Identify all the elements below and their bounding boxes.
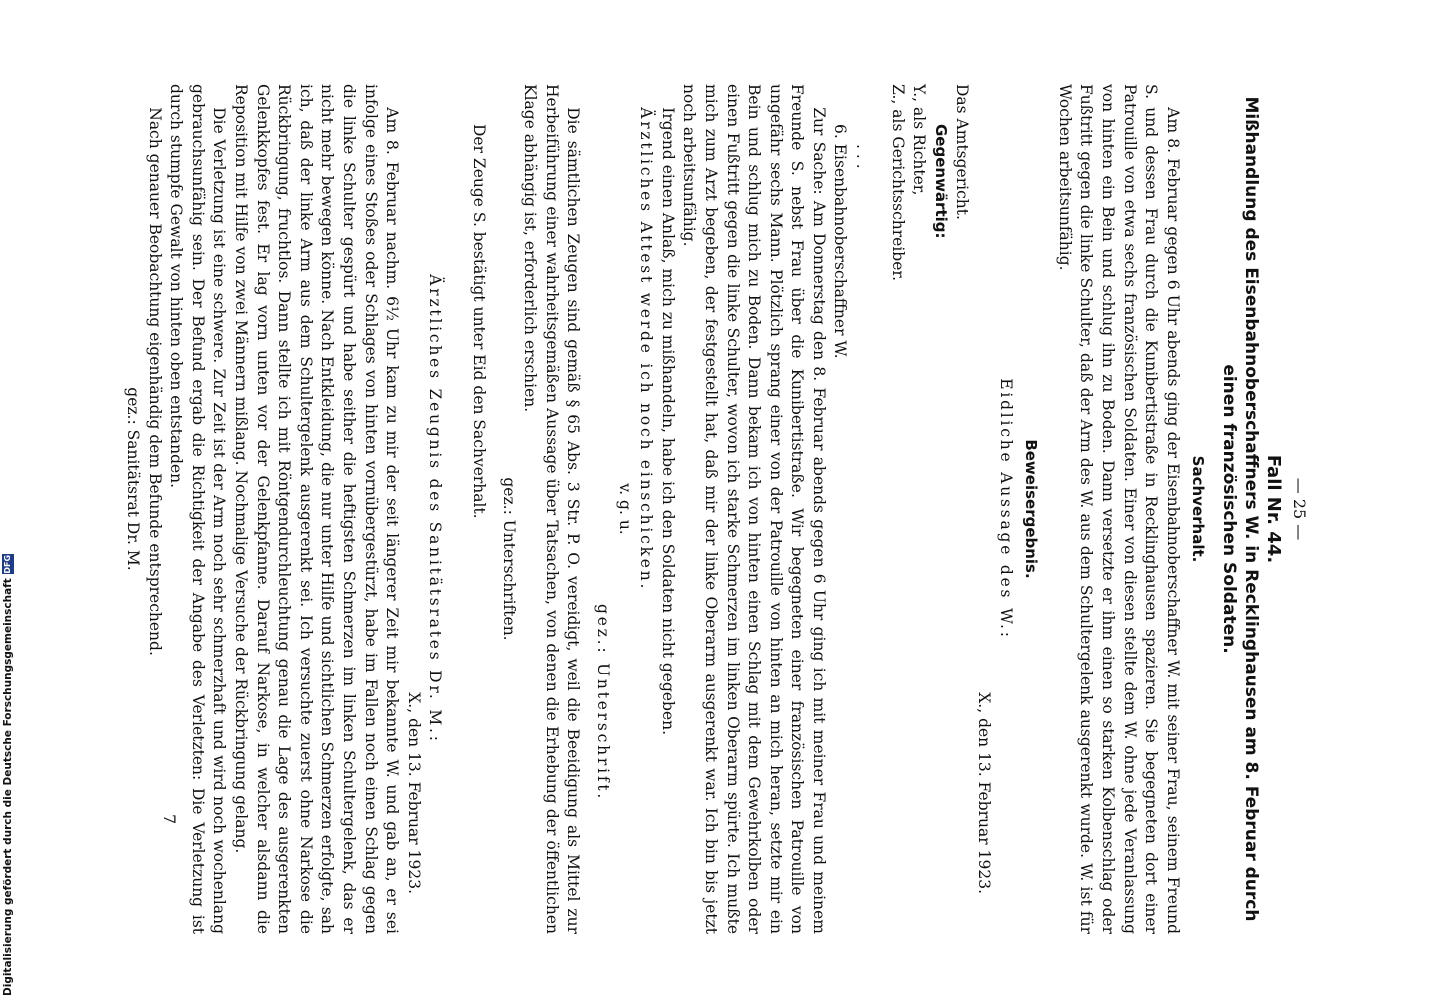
zeugnis-heading: Ärztliches Zeugnis des Sanitätsrates Dr. M.:	[426, 274, 445, 744]
zeugnis-paragraph-1: Am 8. Februar nachm. 6½ Uhr kam zu mir der seit längerer Zeit mir bekannte W. und gab an, er sei infolge eines Stoßes oder Schlages von hinten vornübergestürzt, habe im Fallen noch einen Schlag gegen die linke Schulter gespürt und habe seither die heftigsten Schmerzen im linken Schultergelenk, das er nicht mehr bewegen könne. Nach Entkleidung, die nur unter Hilfe und sichtlichen Schmerzen erfolgte, sah ich, daß der linke Arm aus dem Schultergelenk ausgerenkt sei. Ich versuchte zuerst ohne Narkose die Rückbringung, fruchtlos. Dann stellte ich mit Röntgendurchleuchtung genau die Lage des ausgerenkten Gelenkkopfes fest. Er lag vorn unten vor der Gelenkpfanne. Darauf Narkose, in welcher alsdann die Reposition mit Hilfe von zwei Männern mißlang. Nochmalige Versuche der Rückbringung gelang.	[232, 84, 402, 934]
witness-statement-3: Ärztliches Attest werde ich noch einschicken.	[637, 107, 656, 592]
zeugnis-paragraph-3: Nach genauer Beobachtung eigenhändig dem Befunde entsprechend.	[145, 107, 164, 656]
section-heading-sachverhalt: Sachverhalt.	[1189, 455, 1208, 563]
vgu-mark: v. g. u.	[615, 483, 634, 535]
ellipsis: . . .	[853, 144, 872, 169]
dfg-logo-icon: DFG	[3, 554, 12, 574]
scanned-page	[80, 84, 1310, 934]
beweis-subheading: Eidliche Aussage des W.:	[996, 378, 1015, 640]
witness-number: 6. Eisenbahnoberschaffner W.	[831, 124, 850, 359]
judge-line: Y., als Richter,	[910, 84, 929, 196]
witness-statement: Zur Sache: Am Donnerstag den 8. Februar abends gegen 6 Uhr ging ich mit meiner Frau und meinem Freunde S. nebst Frau über die Kunibertistraße. Wir begegneten einer französischen Patrouille von ungefähr sechs Mann. Plötzlich sprang einer von der Patrouille von hinten an mich heran, setzte mir ein Bein und schlug mich zu Boden. Dann bekam ich von hinten einen Schlag mit dem Gewehrkolben oder einen Fußtritt gegen die linke Schulter, wovon ich starke Schmerzen im linken Oberarm spürte. Ich mußte mich zum Arzt begeben, der festgestellt hat, daß mir der linke Oberarm ausgerenkt war. Ich bin bis jetzt noch arbeitsunfähig.	[680, 84, 828, 934]
witness-s-note: Der Zeuge S. bestätigt unter Eid den Sachverhalt.	[470, 124, 488, 519]
footer-text: Digitalisierung gefördert durch die Deutsche Forschungsgemeinschaft	[2, 578, 14, 996]
present-label: Gegenwärtig:	[931, 124, 950, 239]
page-number: — 25 —	[1290, 477, 1309, 541]
signature-2: gez.: Unterschriften.	[499, 477, 518, 641]
witness-statement-2: Irgend einen Anlaß, mich zu mißhandeln, habe ich den Soldaten nicht gegeben.	[658, 107, 677, 736]
section-heading-beweis: Beweisergebnis.	[1022, 439, 1041, 579]
zeugnis-paragraph-2: Die Verletzung ist eine schwere. Zur Zeit ist der Arm noch sehr schmerzhaft und wird noch wochenlang gebrauchsunfähig sein. Der Befund ergab die Richtigkeit der Angabe des Verletzten: Die Verletzung ist durch stumpfe Gewalt von hinten oben entstanden.	[167, 84, 229, 934]
oath-note: Die sämtlichen Zeugen sind gemäß § 65 Abs. 3 Str. P. O. vereidigt, weil die Beeidigung als Mittel zur Herbeiführung einer wahrheitsgemäßen Aussage über Tatsachen, von denen die Erhebung der öffentlichen Klage abhängig ist, erforderlich erschien.	[521, 84, 583, 934]
document-title: Mißhandlung des Eisenbahnoberschaffners W. in Recklinghausen am 8. Februar durch einen französischen Soldaten.	[1219, 96, 1262, 922]
beweis-place-date: X., den 13. Februar 1923.	[975, 692, 994, 894]
case-label: Fall Nr. 44.	[1263, 454, 1285, 564]
zeugnis-signature: gez.: Sanitätsrat Dr. M.	[124, 387, 143, 571]
footer-credit	[2, 554, 14, 996]
sheet-number: 7	[160, 814, 179, 825]
court-name: Das Amtsgericht.	[953, 84, 972, 220]
signature-1: gez.: Unterschrift.	[593, 604, 612, 802]
zeugnis-place-date: X., den 13. Februar 1923.	[404, 692, 423, 894]
clerk-line: Z., als Gerichtsschreiber.	[888, 84, 907, 282]
sachverhalt-text: Am 8. Februar gegen 6 Uhr abends ging der Eisenbahnoberschaffner W. mit seiner Frau, seinem Freund S. und dessen Frau durch die Kunibertistraße in Recklinghausen spazieren. Sie begegneten dort einer Patrouille von etwa sechs französischen Soldaten. Einer von diesen stellte dem W. ohne jede Veranlassung von hinten ein Bein und schlug ihn zu Boden. Dann versetzte er ihm einen so starken Kolbenschlag oder Fußtritt gegen die linke Schulter, daß der Arm des W. aus dem Schultergelenk ausgerenkt wurde. W. ist für Wochen arbeitsunfähig.	[1055, 84, 1182, 934]
